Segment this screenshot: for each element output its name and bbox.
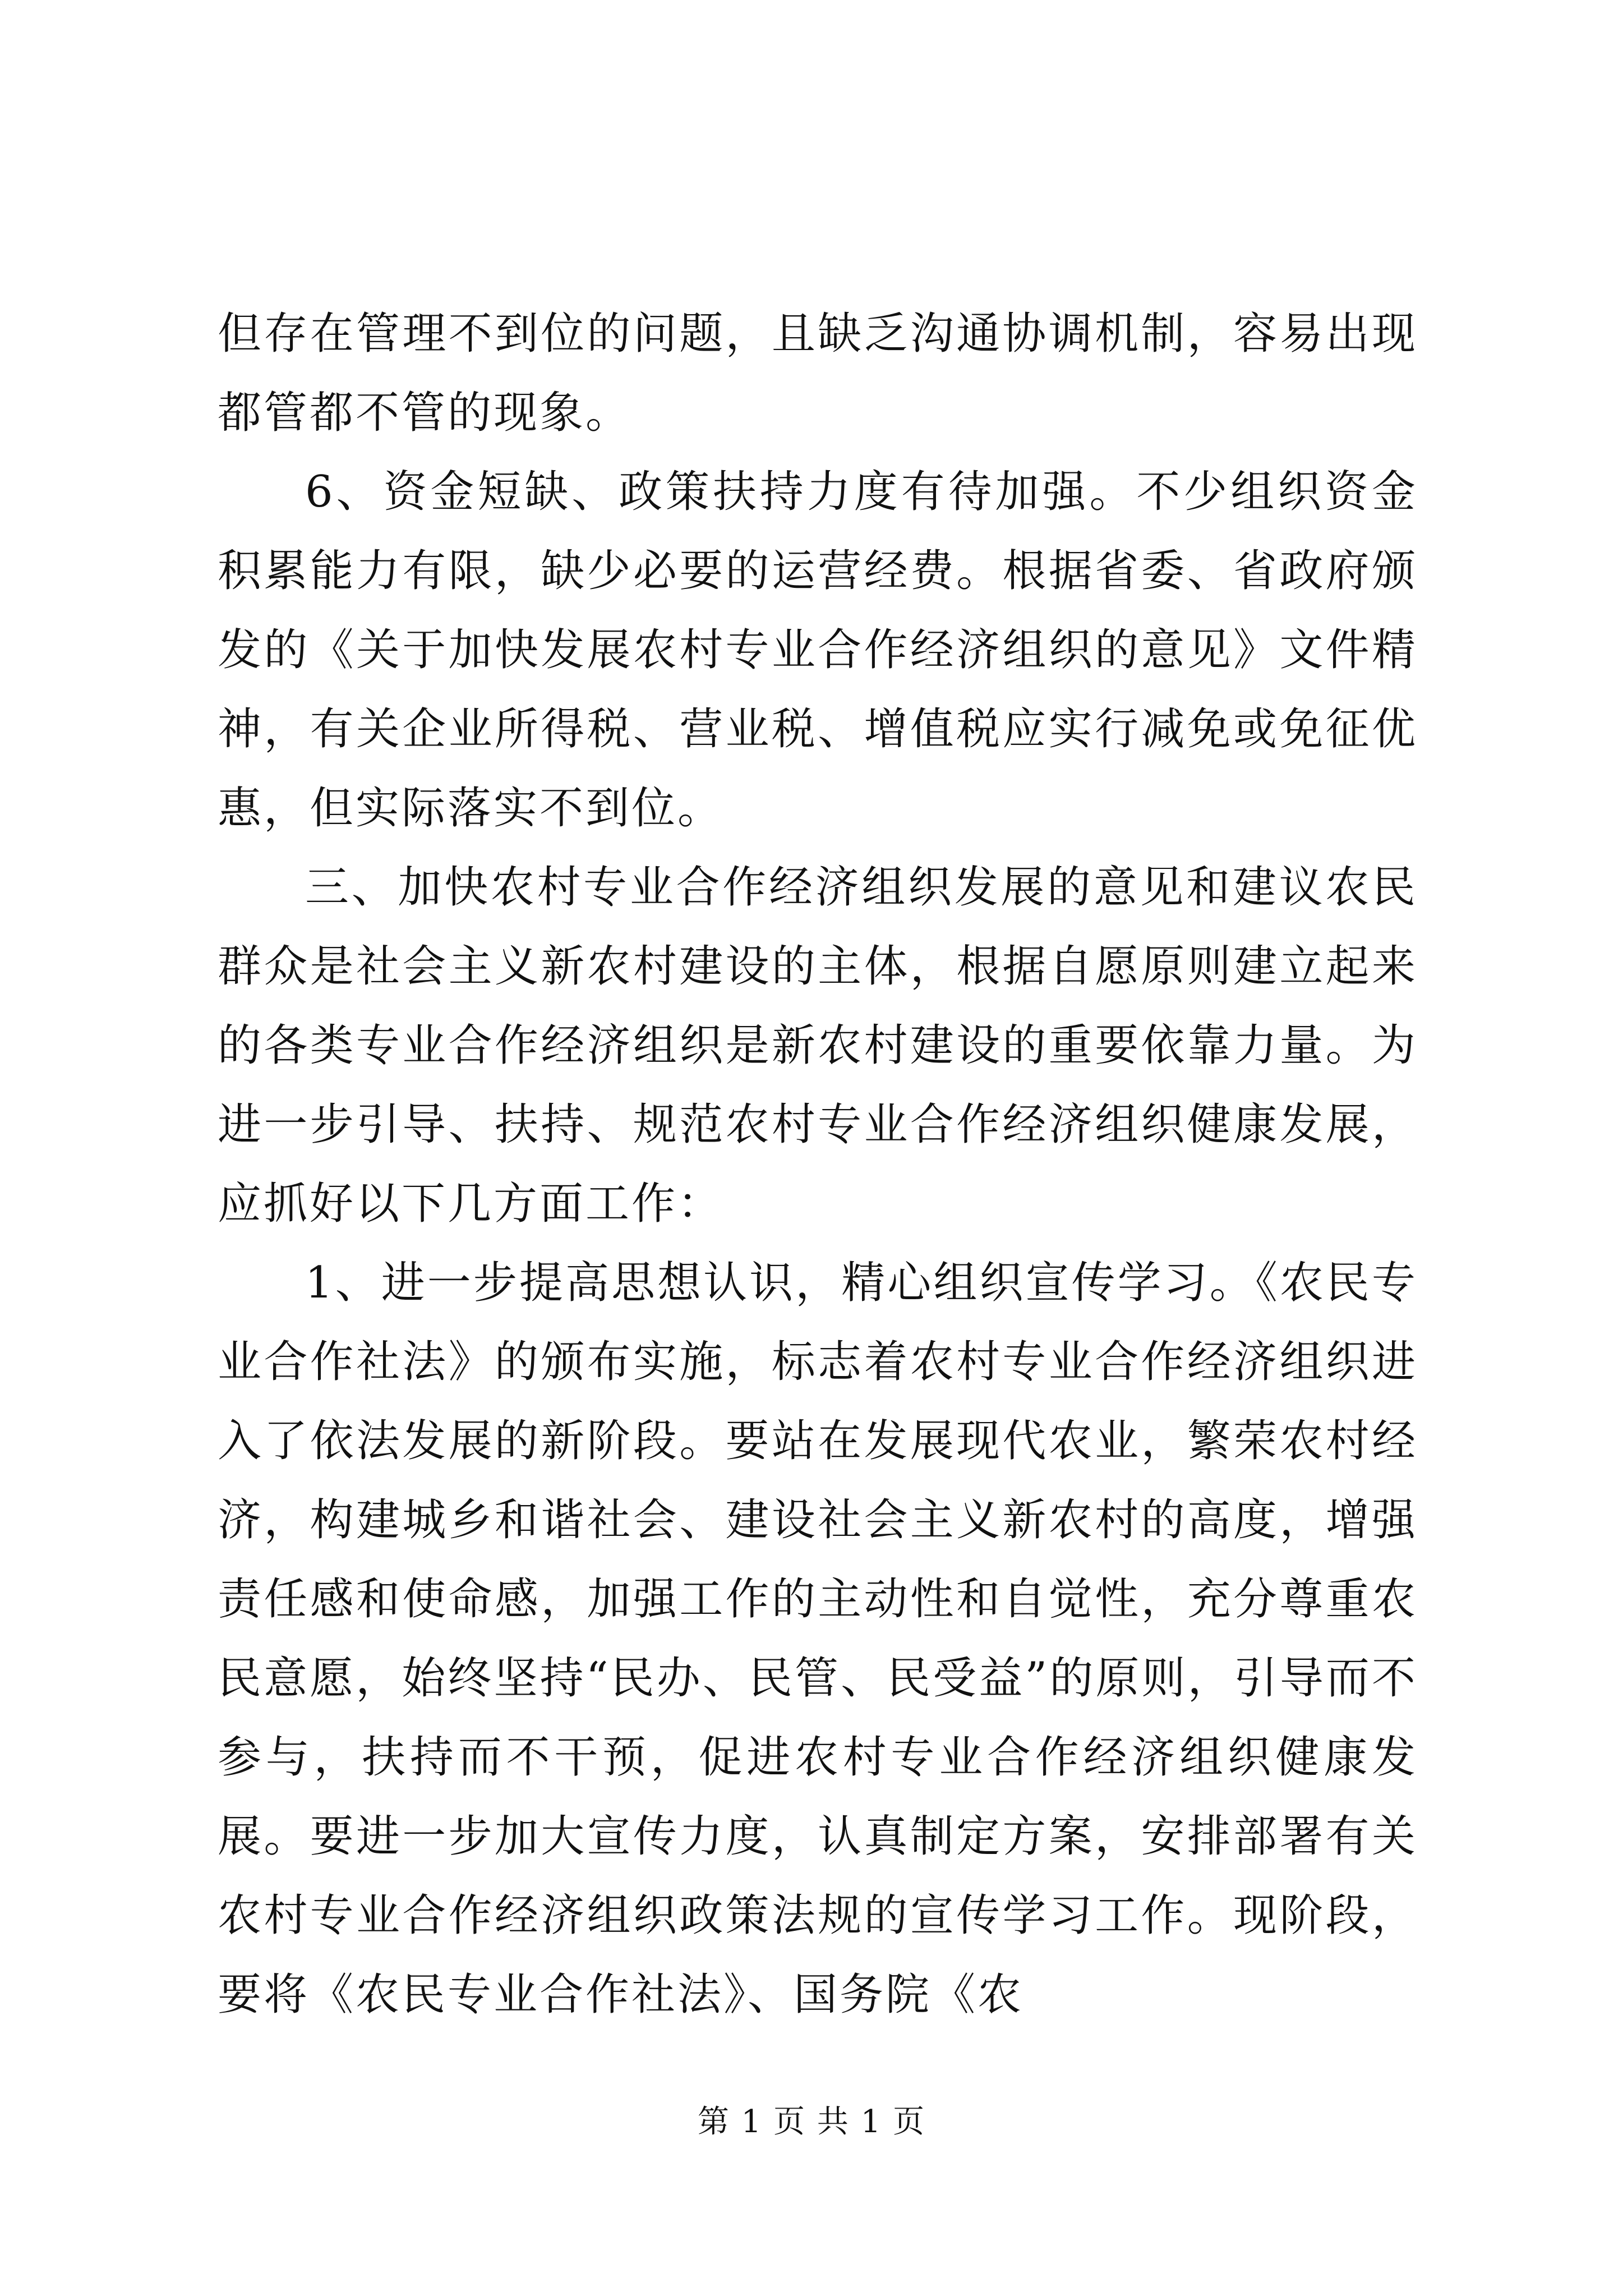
page-footer: 第 1 页 共 1 页 [697,2104,926,2140]
paragraph-item-one: 1、进一步提高思想认识，精心组织宣传学习。《农民专业合作社法》的颁布实施，标志着农村专业合作经济组织进入了依法发展的新阶段。要站在发展现代农业，繁荣农村经济，构建城乡和谐社会、建设社会主义新农村的高度，增强责任感和使命感，加强工作的主动性和自觉性，充分尊重农民意愿，始终坚持“民办、民管、民受益”的原则，引导而不参与，扶持而不干预，促进农村专业合作经济组织健康发展。要进一步加大宣传力度，认真制定方案，安排部署有关农村专业合作经济组织政策法规的宣传学习工作。现阶段，要将《农民专业合作社法》、国务院《农 [218,1258,1418,2020]
paragraph-funding-shortage: 6、资金短缺、政策扶持力度有待加强。不少组织资金积累能力有限，缺少必要的运营经费。根据省委、省政府颁发的《关于加快发展农村专业合作经济组织的意见》文件精神，有关企业所得税、营业税、增值税应实行减免或免征优惠，但实际落实不到位。 [218,467,1418,834]
document-body [218,295,1418,2035]
paragraph-section-three: 三、加快农村专业合作经济组织发展的意见和建议农民群众是社会主义新农村建设的主体，根据自愿原则建立起来的各类专业合作经济组织是新农村建设的重要依靠力量。为进一步引导、扶持、规范农村专业合作经济组织健康发展，应抓好以下几方面工作： [218,862,1418,1229]
paragraph-continuation: 但存在管理不到位的问题，且缺乏沟通协调机制，容易出现都管都不管的现象。 [218,309,1418,438]
